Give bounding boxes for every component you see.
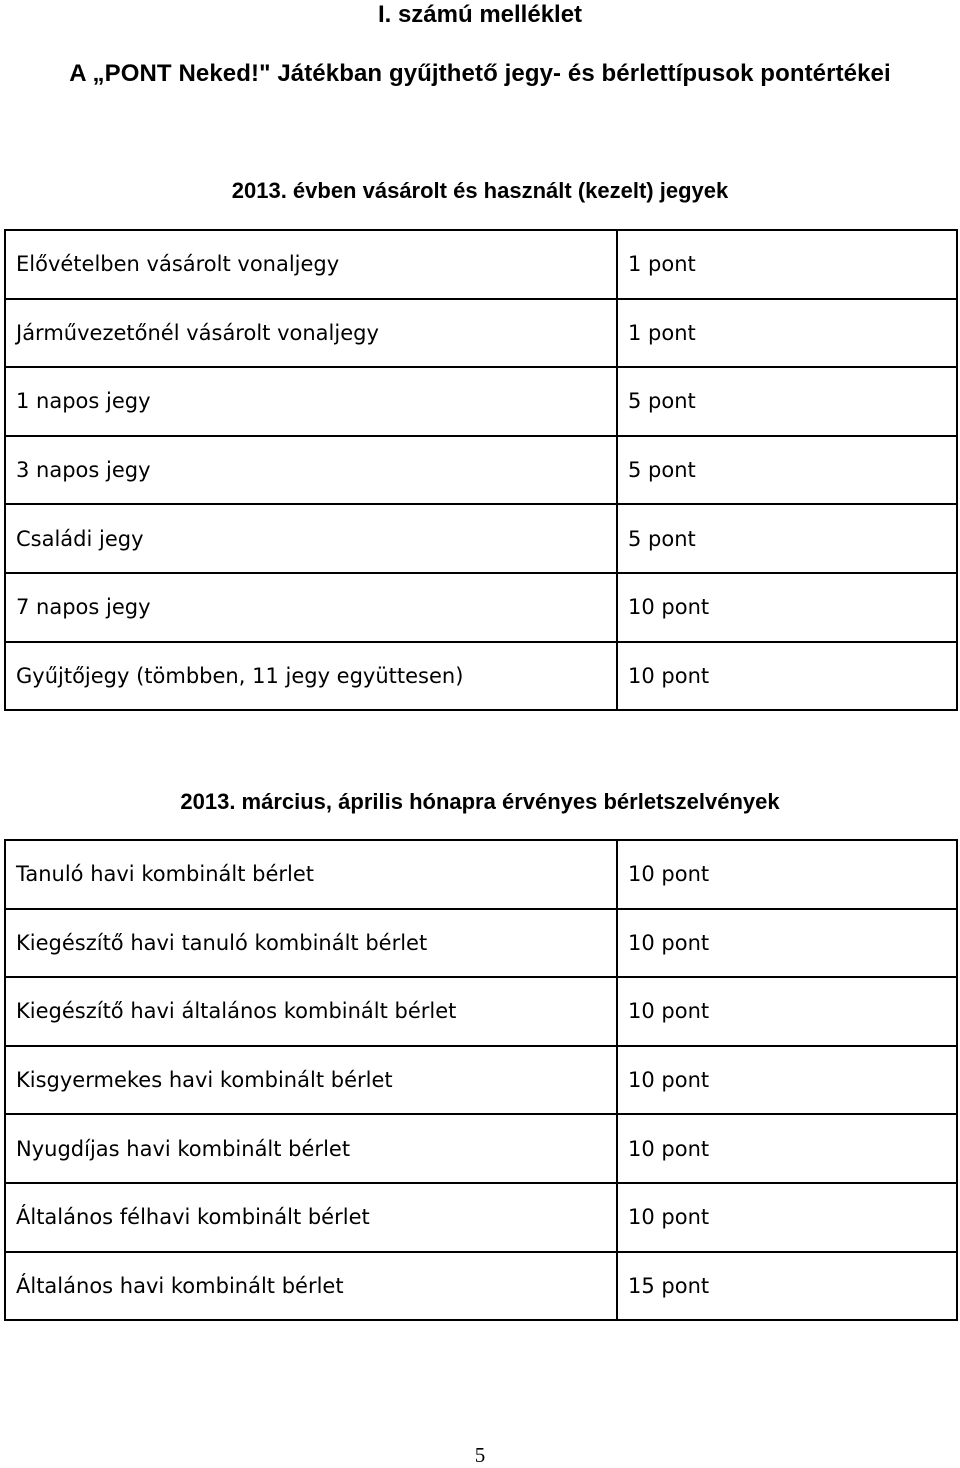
section-heading-tickets: 2013. évben vásárolt és használt (kezelt) jegyek: [231, 178, 729, 203]
points-cell: 1 pont: [617, 299, 957, 368]
points-cell: 5 pont: [617, 436, 957, 505]
points-cell: 1 pont: [617, 230, 957, 299]
points-cell: 10 pont: [617, 573, 957, 642]
points-cell: 5 pont: [617, 504, 957, 573]
table-row: [5, 909, 957, 978]
document-title: I. számú melléklet: [377, 1, 583, 28]
table-row: [5, 1252, 957, 1321]
points-cell: 10 pont: [617, 1046, 957, 1115]
table-row: [5, 504, 957, 573]
pass-type-cell: Kiegészítő havi általános kombinált bérlet: [5, 977, 617, 1046]
pass-type-cell: Kiegészítő havi tanuló kombinált bérlet: [5, 909, 617, 978]
document-subtitle: A „PONT Neked!" Játékban gyűjthető jegy- és bérlettípusok pontértékei: [69, 60, 891, 87]
points-cell: 10 pont: [617, 909, 957, 978]
ticket-type-cell: Elővételben vásárolt vonaljegy: [5, 230, 617, 299]
passes-points-table: [4, 839, 958, 1321]
ticket-type-cell: Gyűjtőjegy (tömbben, 11 jegy együttesen): [5, 642, 617, 711]
table-row: [5, 977, 957, 1046]
pass-type-cell: Kisgyermekes havi kombinált bérlet: [5, 1046, 617, 1115]
points-cell: 5 pont: [617, 367, 957, 436]
table-row: [5, 230, 957, 299]
points-cell: 10 pont: [617, 1114, 957, 1183]
table-row: [5, 1046, 957, 1115]
pass-type-cell: Általános havi kombinált bérlet: [5, 1252, 617, 1321]
table-row: [5, 299, 957, 368]
table-row: [5, 642, 957, 711]
points-cell: 10 pont: [617, 1183, 957, 1252]
points-cell: 10 pont: [617, 977, 957, 1046]
table-row: [5, 436, 957, 505]
pass-type-cell: Általános félhavi kombinált bérlet: [5, 1183, 617, 1252]
pass-type-cell: Tanuló havi kombinált bérlet: [5, 840, 617, 909]
points-cell: 10 pont: [617, 642, 957, 711]
page-number: 5: [474, 1443, 486, 1467]
section-heading-passes: 2013. március, április hónapra érvényes bérletszelvények: [180, 789, 780, 814]
tickets-points-table: [4, 229, 958, 711]
ticket-type-cell: 3 napos jegy: [5, 436, 617, 505]
table-row: [5, 573, 957, 642]
table-row: [5, 1114, 957, 1183]
ticket-type-cell: 1 napos jegy: [5, 367, 617, 436]
table-row: [5, 367, 957, 436]
points-cell: 10 pont: [617, 840, 957, 909]
ticket-type-cell: Családi jegy: [5, 504, 617, 573]
pass-type-cell: Nyugdíjas havi kombinált bérlet: [5, 1114, 617, 1183]
ticket-type-cell: 7 napos jegy: [5, 573, 617, 642]
table-row: [5, 840, 957, 909]
points-cell: 15 pont: [617, 1252, 957, 1321]
ticket-type-cell: Járművezetőnél vásárolt vonaljegy: [5, 299, 617, 368]
table-row: [5, 1183, 957, 1252]
